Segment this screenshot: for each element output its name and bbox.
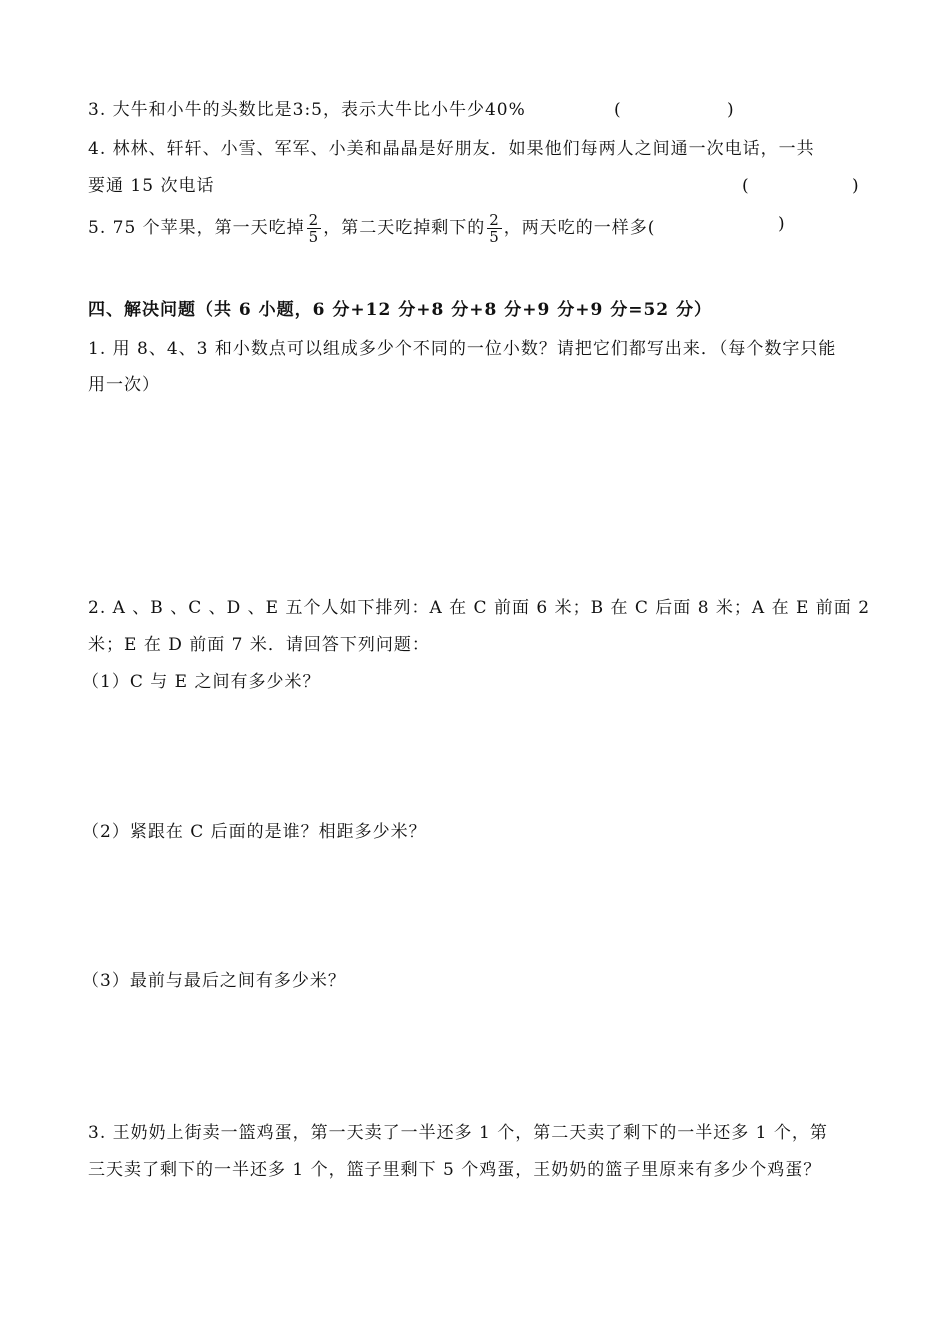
problem-2-line1: 2. A 、B 、C 、D 、E 五个人如下排列：A 在 C 前面 6 米；B 在 C 后面 8 米；A 在 E 前面 2 — [88, 598, 871, 618]
q5-text-3: ，两天吃的一样多( — [503, 218, 656, 238]
section-heading: 四、解决问题（共 6 小题，6 分+12 分+8 分+8 分+9 分+9 分=52 分） — [88, 300, 713, 320]
problem-3-line2: 三天卖了剩下的一半还多 1 个，篮子里剩下 5 个鸡蛋，王奶奶的篮子里原来有多少个鸡蛋？ — [88, 1160, 822, 1180]
q5-text-2: ，第二天吃掉剩下的 — [323, 218, 486, 238]
q5-text-1: 5. 75 个苹果，第一天吃掉 — [88, 218, 305, 238]
judgement-q4-line2: 要通 15 次电话 — [88, 176, 215, 196]
answer-paren-close: ) — [778, 214, 785, 234]
problem-2-sub3: （3）最前与最后之间有多少米？ — [82, 971, 346, 991]
judgement-q3: 3. 大牛和小牛的头数比是3:5，表示大牛比小牛少40% — [88, 100, 526, 120]
answer-paren-open: ( — [742, 176, 749, 196]
judgement-q5 — [88, 212, 655, 245]
problem-2-sub1: （1）C 与 E 之间有多少米？ — [82, 672, 321, 692]
problem-1-line1: 1. 用 8、4、3 和小数点可以组成多少个不同的一位小数？请把它们都写出来．（每个数字只能 — [88, 339, 837, 359]
answer-paren-close: ) — [727, 100, 734, 120]
problem-2-sub2: （2）紧跟在 C 后面的是谁？相距多少米？ — [82, 822, 427, 842]
problem-1-line2: 用一次） — [88, 375, 160, 395]
problem-3-line1: 3. 王奶奶上街卖一篮鸡蛋，第一天卖了一半还多 1 个，第二天卖了剩下的一半还多 1 个，第 — [88, 1123, 828, 1143]
fraction: $\frac{2}{5}$ — [489, 211, 500, 246]
judgement-q4-line1: 4. 林林、轩轩、小雪、军军、小美和晶晶是好朋友．如果他们每两人之间通一次电话，一共 — [88, 139, 815, 159]
problem-2-line2: 米；E 在 D 前面 7 米．请回答下列问题： — [88, 635, 430, 655]
fraction: $\frac{2}{5}$ — [308, 211, 320, 246]
answer-paren-open: ( — [614, 100, 621, 120]
answer-paren-close: ) — [852, 176, 859, 196]
